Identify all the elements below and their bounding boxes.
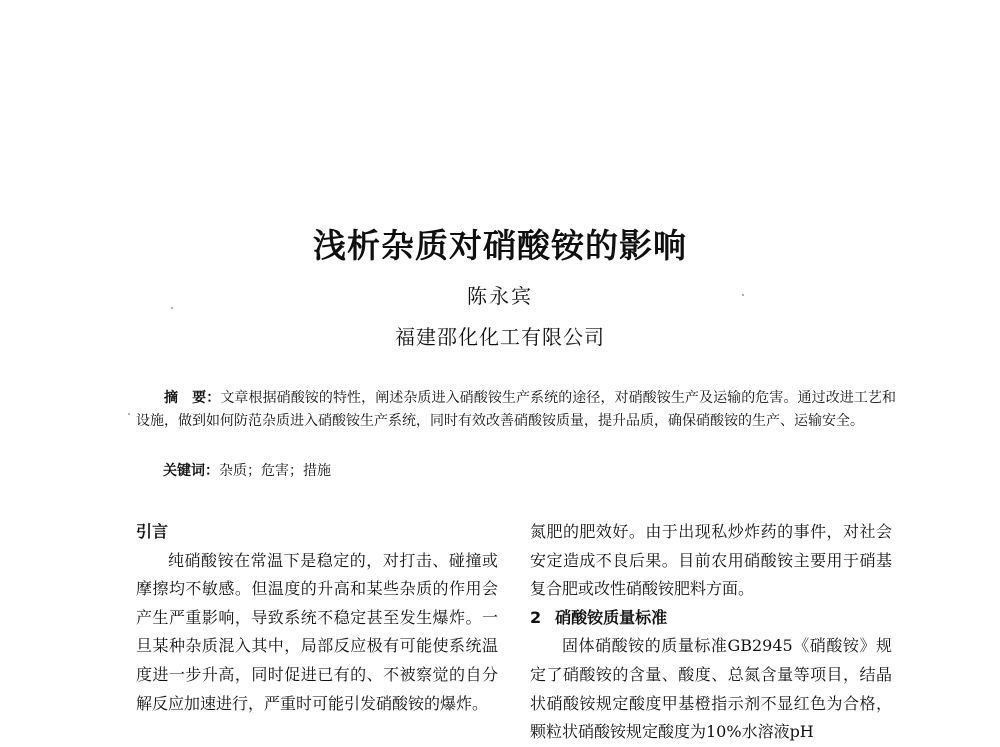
scan-speck: [128, 413, 130, 415]
keywords-label: 关键词：: [163, 463, 219, 479]
keywords-block: [163, 460, 331, 483]
abstract-text: 文章根据硝酸铵的特性，阐述杂质进入硝酸铵生产系统的途径，对硝酸铵生产及运输的危害。通过改进工艺和设施，做到如何防范杂质进入硝酸铵生产系统，同时有效改善硝酸铵质量，提升品质，确保硝酸铵的生产、运输安全。: [136, 390, 897, 429]
scan-speck: [171, 307, 173, 309]
right-column: [530, 518, 892, 747]
abstract-label: 摘 要：: [164, 390, 221, 406]
quality-standard-paragraph: 固体硝酸铵的质量标准GB2945《硝酸铵》规定了硝酸铵的含量、酸度、总氮含量等项目，结晶状硝酸铵规定酸度甲基橙指示剂不显红色为合格，颗粒状硝酸铵规定酸度为10%水溶液pH: [530, 636, 892, 742]
author-affiliation: 福建邵化化工有限公司: [395, 325, 605, 349]
paper-title: 浅析杂质对硝酸铵的影响: [313, 226, 687, 265]
left-column: [136, 518, 498, 718]
continuation-paragraph: 氮肥的肥效好。由于出现私炒炸药的事件，对社会安定造成不良后果。目前农用硝酸铵主要用于硝基复合肥或改性硝酸铵肥料方面。: [530, 522, 892, 599]
section-heading-introduction: 引言: [136, 522, 169, 541]
keywords-text: 杂质；危害；措施: [219, 463, 331, 479]
author-name: 陈永宾: [467, 284, 533, 308]
section-number: 2: [530, 607, 542, 627]
abstract-block: [136, 387, 896, 433]
section-title: 硝酸铵质量标准: [555, 607, 668, 627]
scan-speck: [742, 294, 744, 296]
introduction-paragraph: 纯硝酸铵在常温下是稳定的，对打击、碰撞或摩擦均不敏感。但温度的升高和某些杂质的作用会产生严重影响，导致系统不稳定甚至发生爆炸。一旦某种杂质混入其中，局部反应极有可能使系统温度进一步升高，同时促进已有的、不被察觉的自分解反应加速进行，严重时可能引发硝酸铵的爆炸。: [136, 550, 498, 713]
section-heading-2: [530, 604, 892, 633]
